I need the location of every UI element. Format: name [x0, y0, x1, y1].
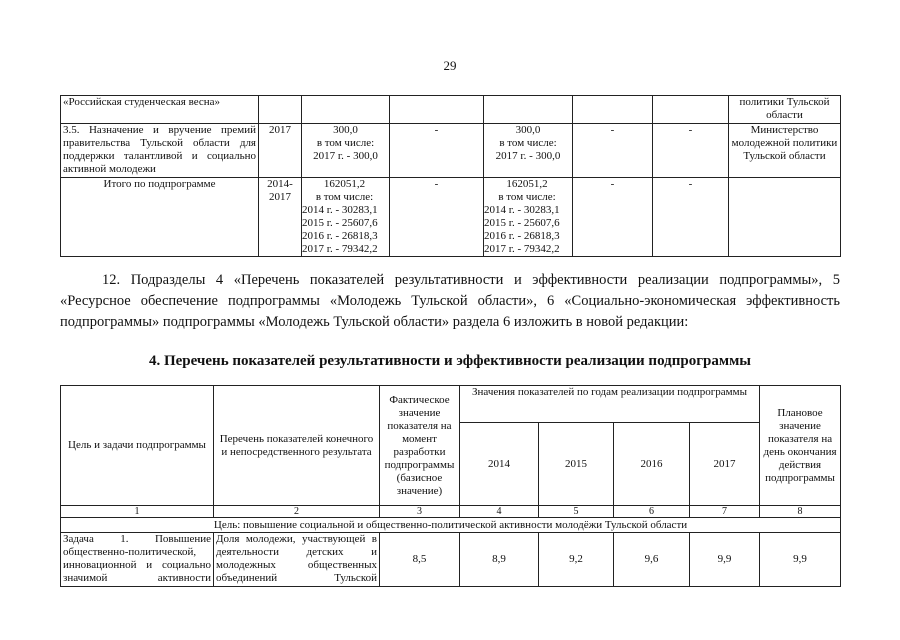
header-year: 2017 [690, 423, 760, 506]
column-number: 1 [61, 506, 214, 518]
value-line: в том числе: [315, 191, 374, 203]
value-line: 2014 г. - 30283,1 [302, 204, 378, 216]
header-years-group: Значения показателей по годам реализации подпрограммы [460, 386, 760, 423]
executor-cell: политики Тульской области [729, 96, 841, 124]
col5-cell [484, 178, 573, 257]
value-line: в том числе: [316, 137, 375, 149]
header-goal: Цель и задачи подпрограммы [61, 386, 214, 506]
value-line: 162051,2 [323, 178, 366, 190]
header-indicators: Перечень показателей конечного и непосредственного результата [214, 386, 380, 506]
amendment-paragraph: 12. Подразделы 4 «Перечень показателей результативности и эффективности реализации подпрограммы», 5 «Ресурсное обеспечение подпрограммы «Молодежь Тульской области», 6 «Социально-экономическая эффективность подпрограммы» подпрограммы «Молодежь Тульской области» раздела 6 изложить в новой редакции: [60, 272, 840, 330]
value-line: 2016 г. - 26818,3 [302, 230, 378, 242]
col7-cell: - [653, 124, 729, 178]
value-line: 2015 г. - 25607,6 [302, 217, 378, 229]
executor-cell: Министерство молодежной политики Тульской области [729, 124, 841, 178]
year-cell: 2017 [259, 124, 302, 178]
header-planned-value: Плановое значение показателя на день окончания действия подпрограммы [760, 386, 841, 506]
header-year: 2016 [614, 423, 690, 506]
column-number: 7 [690, 506, 760, 518]
col7-cell [653, 96, 729, 124]
column-number: 6 [614, 506, 690, 518]
value-line: 2017 г. - 79342,2 [302, 243, 378, 255]
column-number-row [61, 506, 841, 518]
total-cell [302, 96, 390, 124]
column-number: 4 [460, 506, 539, 518]
table-row [61, 96, 841, 124]
header-actual-value: Фактическое значение показателя на момент разработки подпрограммы (базисное значение) [380, 386, 460, 506]
value-line: 2017 г. - 300,0 [495, 150, 561, 162]
header-row [61, 386, 841, 423]
value-cell: 8,9 [460, 533, 539, 587]
measure-name-cell: Итого по подпрограмме [61, 178, 259, 257]
value-line: 2017 г. - 300,0 [313, 150, 378, 162]
value-line: 2014 г. - 30283,1 [484, 204, 560, 216]
col7-cell: - [653, 178, 729, 257]
indicator-cell [214, 533, 380, 587]
measure-name-cell: 3.5. Назначение и вручение премий правительства Тульской области для поддержки талантливой и социально активной молодежи [61, 124, 259, 178]
column-number: 3 [380, 506, 460, 518]
task-cell [61, 533, 214, 587]
value-cell: 9,6 [614, 533, 690, 587]
header-year: 2015 [539, 423, 614, 506]
col4-cell: - [390, 124, 484, 178]
total-cell [302, 178, 390, 257]
value-line: 300,0 [333, 124, 358, 136]
col6-cell [573, 96, 653, 124]
column-number: 2 [214, 506, 380, 518]
value-line: в том числе: [498, 191, 556, 203]
measure-name-cell: «Российская студенческая весна» [61, 96, 259, 124]
value-line: в том числе: [499, 137, 557, 149]
value-cell: 9,2 [539, 533, 614, 587]
value-line: 162051,2 [506, 178, 548, 190]
section-title: 4. Перечень показателей результативности и эффективности реализации подпрограммы [148, 353, 752, 369]
col5-cell [484, 96, 573, 124]
goal-row [61, 518, 841, 533]
table-row [61, 178, 841, 257]
year-cell: 2014-2017 [259, 178, 302, 257]
program-funding-table [60, 95, 841, 257]
goal-cell: Цель: повышение социальной и общественно-политической активности молодёжи Тульской области [61, 518, 841, 533]
col5-cell [484, 124, 573, 178]
col6-cell: - [573, 124, 653, 178]
value-line: 2017 г. - 79342,2 [484, 243, 560, 255]
col6-cell: - [573, 178, 653, 257]
col4-cell [390, 96, 484, 124]
indicators-table [60, 385, 841, 587]
year-cell [259, 96, 302, 124]
page-number: 29 [443, 58, 457, 73]
value-cell: 8,5 [380, 533, 460, 587]
table-row [61, 533, 841, 587]
value-cell: 9,9 [690, 533, 760, 587]
column-number: 8 [760, 506, 841, 518]
value-line: 2015 г. - 25607,6 [484, 217, 560, 229]
task-text: Задача 1. Повышение общественно-политической, инновационной и социально значимой активности [63, 533, 211, 584]
indicator-text: Доля молодежи, участвующей в деятельности детских и молодежных общественных объединений Тульской [216, 533, 377, 584]
col4-cell: - [390, 178, 484, 257]
total-cell [302, 124, 390, 178]
value-cell: 9,9 [760, 533, 841, 587]
value-line: 2016 г. - 26818,3 [484, 230, 560, 242]
column-number: 5 [539, 506, 614, 518]
table-row [61, 124, 841, 178]
value-line: 300,0 [515, 124, 541, 136]
executor-cell [729, 178, 841, 257]
header-year: 2014 [460, 423, 539, 506]
